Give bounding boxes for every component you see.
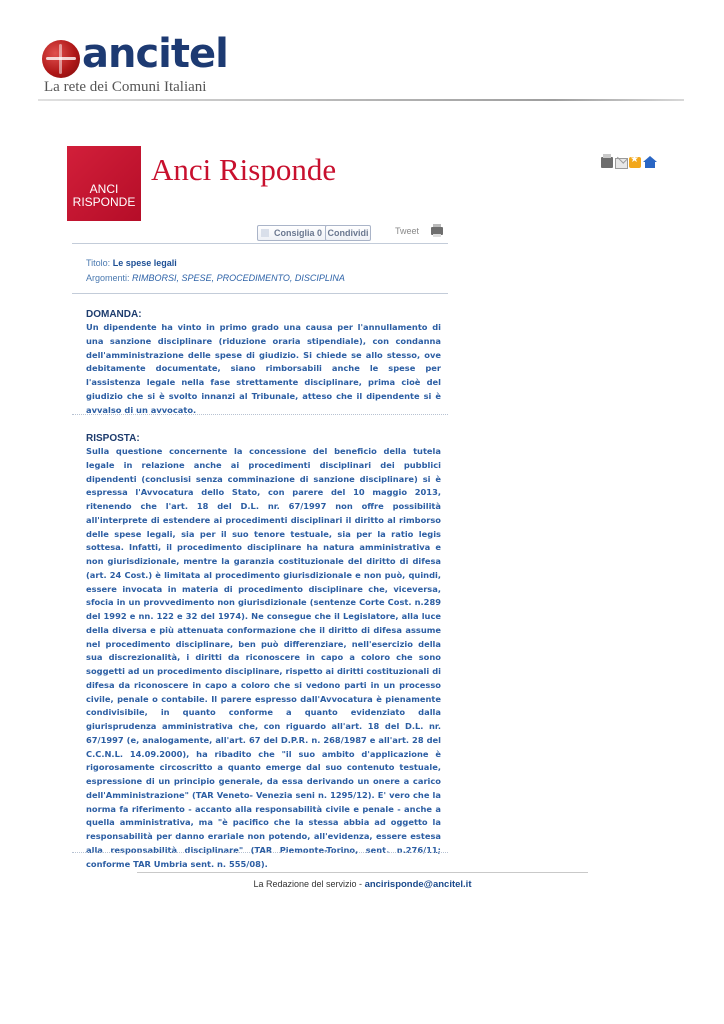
recommend-count: 0 — [316, 228, 322, 238]
anci-risponde-badge — [67, 146, 141, 221]
title-label: Titolo: — [86, 258, 111, 268]
badge-line-1: ANCI — [89, 182, 119, 196]
home-icon[interactable] — [643, 156, 657, 162]
divider — [72, 243, 448, 244]
recommend-label: Consiglia — [273, 228, 315, 238]
badge-line-2: RISPONDE — [72, 195, 136, 209]
divider — [72, 293, 448, 294]
article-title: Le spese legali — [112, 258, 177, 268]
print-icon[interactable] — [601, 157, 613, 168]
share-button[interactable]: Condividi — [325, 225, 371, 241]
ancitel-logo-icon — [42, 40, 80, 78]
tweet-button[interactable]: Tweet — [395, 226, 420, 236]
service-title: Anci Risponde — [151, 152, 337, 187]
answer-heading: RISPOSTA: — [86, 433, 140, 444]
brand-name: ancitel — [82, 31, 228, 77]
topics-label: Argomenti: — [86, 273, 130, 283]
article-title-row — [86, 257, 177, 269]
answer-text: Sulla questione concernente la concessione del beneficio della tutela legale in relazione anche ai procedimenti disciplinari dei pubblici dipendenti (conclusisi senza comminazione di sanzione disciplinare) si è espressa l'Avvocatura dello Stato, con parere del 10 maggio 2013, ritenendo che l'art. 18 del D.L. nr. 67/1997 non offre possibilità all'interprete di estendere ai procedimenti disciplinari il diritto al rimborso delle spese legali, sia per il suo tenore testuale, sia per la ratio legis sottesa. Infatti, il procedimento disciplinare ha natura amministrativa e non giurisdizionale, mentre la garanzia costituzionale del diritto di difesa (art. 24 Cost.) è limitata al procedimento giurisdizionale e non può, quindi, essere invocata in materia di procedimento disciplinare che, viceversa, sfocia in un provvedimento non giurisdizionale (sentenze Corte Cost. n.289 del 1992 e nn. 122 e 32 del 1974). Ne consegue che il Legislatore, alla luce della diversa e più attenuata conformazione che il diritto di difesa assume nel procedimento disciplinare, ben può differenziare, nell'esercizio della sua discrezionalità, i diritti da riconoscere in capo a coloro che sono soggetti ad un procedimento disciplinare, rispetto ai diritti costituzionali di difesa da riconoscere in capo a coloro che si vedono parti in un processo civile, penale o contabile. Il parere espresso dall'Avvocatura è pienamente condivisibile, in quanto conforme a quanto evidenziato dalla giurisprudenza amministrativa che, con riguardo all'art. 18 del D.L. nr. 67/1997 (e, analogamente, all'art. 67 del D.P.R. n. 268/1987 e all'art. 28 del C.C.N.L. 14.09.2000), ha ribadito che "il suo ambito d'applicazione è rigorosamente circoscritto a quanto emerge dal suo contenuto testuale, espressione di un principio generale, da essa derivando un onere a carico dell'Amministrazione" (TAR Veneto- Venezia seni n. 1295/12). E' vero che la norma fa riferimento - accanto alla responsabilità civile e penale - anche a quella amministrativa, ma "è pacifico che la stessa abbia ad oggetto la responsabilità per danno erariale non potendo, all'evidenza, essere estesa alla responsabilità disciplinare" (TAR Piemonte-Torino, sent. n.276/11; conforme TAR Umbria sent. n. 555/08). — [86, 446, 441, 869]
footer-divider — [137, 872, 588, 873]
brand-tagline: La rete dei Comuni Italiani — [44, 79, 207, 95]
divider — [72, 852, 448, 853]
article-topics: RIMBORSI, SPESE, PROCEDIMENTO, DISCIPLINA — [132, 273, 345, 283]
recommend-button[interactable] — [257, 225, 327, 241]
question-heading: DOMANDA: — [86, 309, 142, 320]
footer-email-link[interactable]: ancirisponde@ancitel.it — [364, 879, 472, 890]
footer — [137, 878, 588, 891]
header-divider — [38, 99, 684, 101]
article-topics-row — [86, 272, 345, 284]
question-text: Un dipendente ha vinto in primo grado una causa per l'annullamento di una sanzione disciplinare (riduzione oraria stipendiale), con condanna dell'amministrazione delle spese di giudizio. Si chiede se allo stesso, ove debitamente documentate, siano rimborsabili anche le spese per l'assistenza legale nella fase strettamente disciplinare, prima cioè del giudizio che si è svolto innanzi al Tribunale, atteso che il dipendente si è avvalso di un avvocato. — [86, 322, 441, 415]
print-article-icon[interactable] — [431, 227, 443, 235]
divider — [72, 414, 448, 415]
email-icon[interactable] — [615, 158, 628, 169]
favorite-icon[interactable] — [629, 157, 641, 168]
footer-text: La Redazione del servizio - — [253, 879, 363, 889]
